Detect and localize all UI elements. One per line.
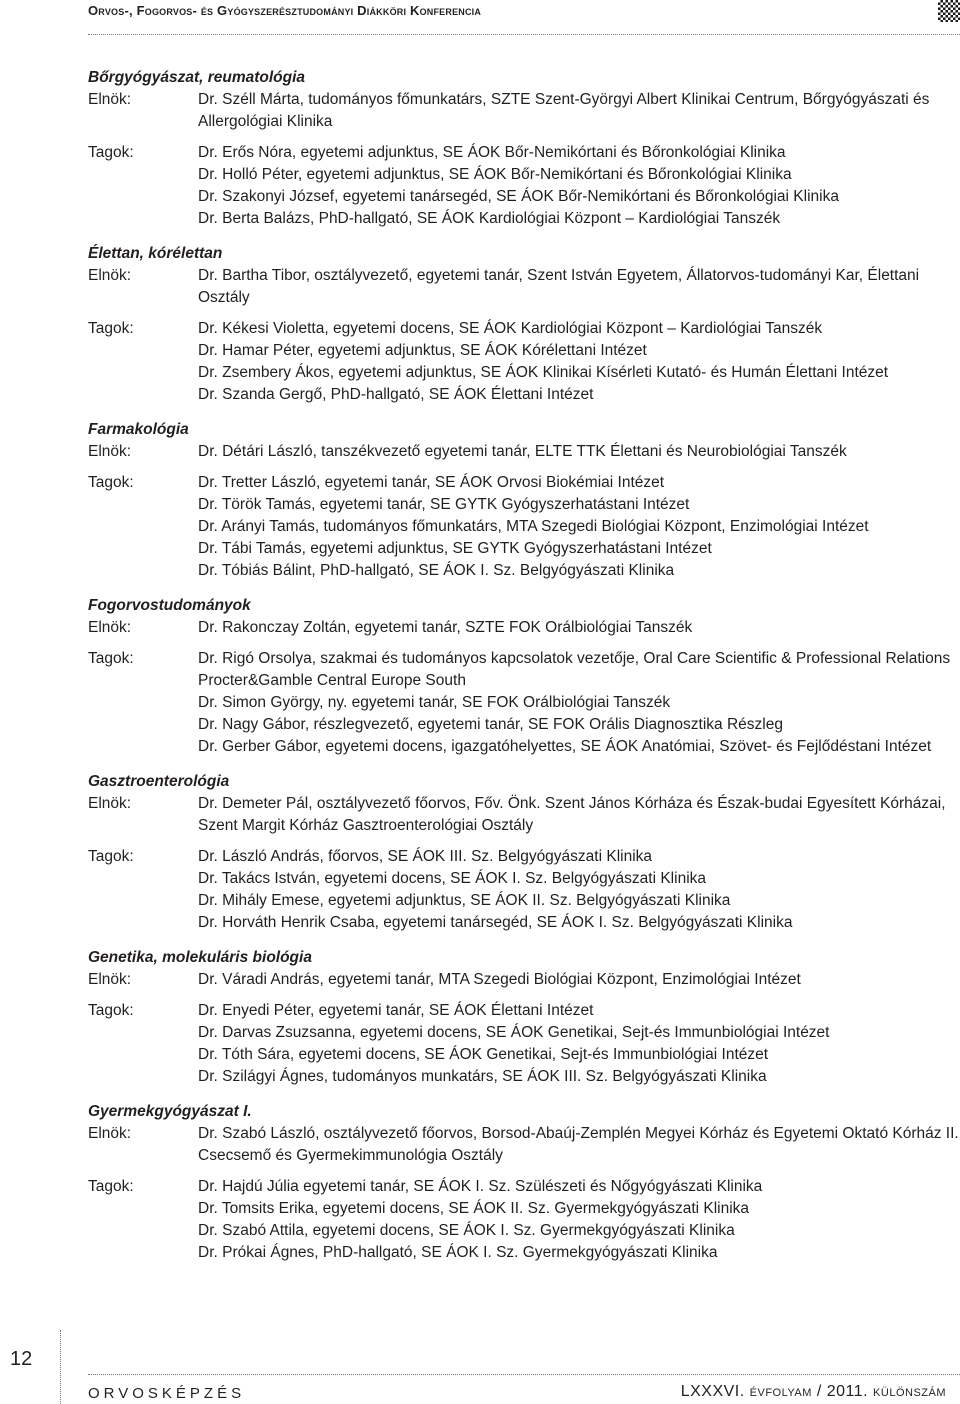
committee-member: Dr. Török Tamás, egyetemi tanár, SE GYTK Gyógyszerhatástani Intézet <box>198 496 690 513</box>
section-title: Élettan, kórélettan <box>88 245 223 262</box>
chair-row <box>88 793 960 837</box>
entry-list <box>198 1000 960 1088</box>
committee-list <box>88 67 960 1277</box>
committee-member: Dr. Détári László, tanszékvezető egyetemi tanár, ELTE TTK Élettani és Neurobiológiai Tanszék <box>198 443 847 460</box>
members-row <box>88 1176 960 1264</box>
committee-member: Dr. Simon György, ny. egyetemi tanár, SE FOK Orálbiológiai Tanszék <box>198 694 671 711</box>
members-row <box>88 318 960 406</box>
header-title: Orvos-, Fogorvos- és Gyógyszerésztudományi Diákköri Konferencia <box>88 3 482 18</box>
section-title: Genetika, molekuláris biológia <box>88 949 312 966</box>
chair-row <box>88 441 960 463</box>
committee-member: Dr. Prókai Ágnes, PhD-hallgató, SE ÁOK I. Sz. Gyermekgyógyászati Klinika <box>198 1244 718 1261</box>
committee-member: Dr. Berta Balázs, PhD-hallgató, SE ÁOK Kardiológiai Központ – Kardiológiai Tanszék <box>198 210 781 227</box>
committee-member: Dr. Demeter Pál, osztályvezető főorvos, Főv. Önk. Szent János Kórháza és Észak-budai Egyesített Kórházai, Szent Margit Kórház Gasztroenterológiai Osztály <box>198 795 946 834</box>
section-title: Farmakológia <box>88 421 189 438</box>
committee-member: Dr. Szabó Attila, egyetemi docens, SE ÁOK I. Sz. Gyermekgyógyászati Klinika <box>198 1222 735 1239</box>
committee-member: Dr. Gerber Gábor, egyetemi docens, igazgatóhelyettes, SE ÁOK Anatómiai, Szövet- és Fejlődéstani Intézet <box>198 738 932 755</box>
committee-section <box>88 67 960 230</box>
members-row <box>88 1000 960 1088</box>
committee-member: Dr. Darvas Zsuzsanna, egyetemi docens, SE ÁOK Genetikai, Sejt-és Immunbiológiai Intézet <box>198 1024 830 1041</box>
role-label: Elnök: <box>88 971 132 988</box>
committee-member: Dr. Szanda Gergő, PhD-hallgató, SE ÁOK Élettani Intézet <box>198 386 594 403</box>
committee-member: Dr. Rigó Orsolya, szakmai és tudományos kapcsolatok vezetője, Oral Care Scientific & Professional Relations Procter&Gamble Central Europe South <box>198 650 951 689</box>
entry-list <box>198 1123 960 1167</box>
entry-list <box>198 472 960 582</box>
role-label: Elnök: <box>88 1125 132 1142</box>
committee-member: Dr. Tábi Tamás, egyetemi adjunktus, SE GYTK Gyógyszerhatástani Intézet <box>198 540 712 557</box>
committee-member: Dr. Szilágyi Ágnes, tudományos munkatárs, SE ÁOK III. Sz. Belgyógyászati Klinika <box>198 1068 767 1085</box>
committee-section <box>88 419 960 582</box>
committee-member: Dr. Erős Nóra, egyetemi adjunktus, SE ÁOK Bőr-Nemikórtani és Bőronkológiai Klinika <box>198 144 786 161</box>
committee-member: Dr. Zsembery Ákos, egyetemi adjunktus, SE ÁOK Klinikai Kísérleti Kutató- és Humán Élettani Intézet <box>198 364 889 381</box>
committee-section <box>88 771 960 934</box>
journal-name: ORVOSKÉPZÉS <box>88 1385 246 1402</box>
footer-divider <box>88 1374 960 1375</box>
entry-list <box>198 318 960 406</box>
role-label: Tagok: <box>88 650 134 667</box>
committee-member: Dr. Széll Márta, tudományos főmunkatárs, SZTE Szent-Györgyi Albert Klinikai Centrum, Bőrgyógyászati és Allergológiai Klinika <box>198 91 930 130</box>
role-label: Elnök: <box>88 91 132 108</box>
role-label: Elnök: <box>88 795 132 812</box>
chair-row <box>88 617 960 639</box>
entry-list <box>198 648 960 758</box>
committee-section <box>88 947 960 1088</box>
role-label: Elnök: <box>88 619 132 636</box>
committee-member: Dr. Tretter László, egyetemi tanár, SE ÁOK Orvosi Biokémiai Intézet <box>198 474 665 491</box>
chair-row <box>88 969 960 991</box>
role-label: Elnök: <box>88 443 132 460</box>
chair-row <box>88 89 960 133</box>
entry-list <box>198 969 960 991</box>
committee-member: Dr. Hamar Péter, egyetemi adjunktus, SE ÁOK Kórélettani Intézet <box>198 342 647 359</box>
committee-member: Dr. Mihály Emese, egyetemi adjunktus, SE ÁOK II. Sz. Belgyógyászati Klinika <box>198 892 731 909</box>
members-row <box>88 648 960 758</box>
members-row <box>88 846 960 934</box>
members-row <box>88 472 960 582</box>
section-title: Gasztroenterológia <box>88 773 230 790</box>
committee-member: Dr. Szakonyi József, egyetemi tanársegéd, SE ÁOK Bőr-Nemikórtani és Bőronkológiai Klinika <box>198 188 839 205</box>
committee-member: Dr. Hajdú Júlia egyetemi tanár, SE ÁOK I. Sz. Szülészeti és Nőgyógyászati Klinika <box>198 1178 763 1195</box>
committee-member: Dr. Tóth Sára, egyetemi docens, SE ÁOK Genetikai, Sejt-és Immunbiológiai Intézet <box>198 1046 769 1063</box>
entry-list <box>198 793 960 837</box>
entry-list <box>198 142 960 230</box>
entry-list <box>198 1176 960 1264</box>
committee-member: Dr. Rakonczay Zoltán, egyetemi tanár, SZTE FOK Orálbiológiai Tanszék <box>198 619 693 636</box>
role-label: Tagok: <box>88 1178 134 1195</box>
entry-list <box>198 441 960 463</box>
role-label: Tagok: <box>88 144 134 161</box>
committee-member: Dr. Nagy Gábor, részlegvezető, egyetemi tanár, SE FOK Orális Diagnosztika Részleg <box>198 716 783 733</box>
section-title: Bőrgyógyászat, reumatológia <box>88 69 306 86</box>
issue-info: LXXXVI. évfolyam / 2011. különszám <box>680 1383 946 1400</box>
chair-row <box>88 1123 960 1167</box>
running-header <box>88 0 960 22</box>
committee-member: Dr. Bartha Tibor, osztályvezető, egyetemi tanár, Szent István Egyetem, Állatorvos-tudományi Kar, Élettani Osztály <box>198 267 920 306</box>
role-label: Tagok: <box>88 1002 134 1019</box>
margin-divider <box>60 1330 61 1404</box>
committee-member: Dr. Arányi Tamás, tudományos főmunkatárs, MTA Szegedi Biológiai Központ, Enzimológiai Intézet <box>198 518 869 535</box>
entry-list <box>198 617 960 639</box>
committee-section <box>88 595 960 758</box>
page-number: 12 <box>10 1348 33 1370</box>
committee-member: Dr. Holló Péter, egyetemi adjunktus, SE ÁOK Bőr-Nemikórtani és Bőronkológiai Klinika <box>198 166 792 183</box>
committee-member: Dr. Takács István, egyetemi docens, SE ÁOK I. Sz. Belgyógyászati Klinika <box>198 870 707 887</box>
section-title: Fogorvostudományok <box>88 597 251 614</box>
entry-list <box>198 89 960 133</box>
chair-row <box>88 265 960 309</box>
section-title: Gyermekgyógyászat I. <box>88 1103 252 1120</box>
role-label: Elnök: <box>88 267 132 284</box>
committee-section <box>88 243 960 406</box>
entry-list <box>198 265 960 309</box>
committee-member: Dr. Váradi András, egyetemi tanár, MTA Szegedi Biológiai Központ, Enzimológiai Intézet <box>198 971 801 988</box>
committee-member: Dr. Tóbiás Bálint, PhD-hallgató, SE ÁOK I. Sz. Belgyógyászati Klinika <box>198 562 675 579</box>
committee-member: Dr. Horváth Henrik Csaba, egyetemi tanársegéd, SE ÁOK I. Sz. Belgyógyászati Klinika <box>198 914 793 931</box>
corner-registration-mark <box>938 0 960 22</box>
header-divider <box>88 34 960 35</box>
committee-section <box>88 1101 960 1264</box>
role-label: Tagok: <box>88 848 134 865</box>
members-row <box>88 142 960 230</box>
role-label: Tagok: <box>88 320 134 337</box>
entry-list <box>198 846 960 934</box>
role-label: Tagok: <box>88 474 134 491</box>
committee-member: Dr. Kékesi Violetta, egyetemi docens, SE ÁOK Kardiológiai Központ – Kardiológiai Tanszék <box>198 320 823 337</box>
committee-member: Dr. László András, főorvos, SE ÁOK III. Sz. Belgyógyászati Klinika <box>198 848 653 865</box>
committee-member: Dr. Enyedi Péter, egyetemi tanár, SE ÁOK Élettani Intézet <box>198 1002 594 1019</box>
committee-member: Dr. Tomsits Erika, egyetemi docens, SE ÁOK II. Sz. Gyermekgyógyászati Klinika <box>198 1200 750 1217</box>
committee-member: Dr. Szabó László, osztályvezető főorvos, Borsod-Abaúj-Zemplén Megyei Kórház és Egyetemi Oktató Kórház II. Csecsemő és Gyermekimmunológia Osztály <box>198 1125 959 1164</box>
